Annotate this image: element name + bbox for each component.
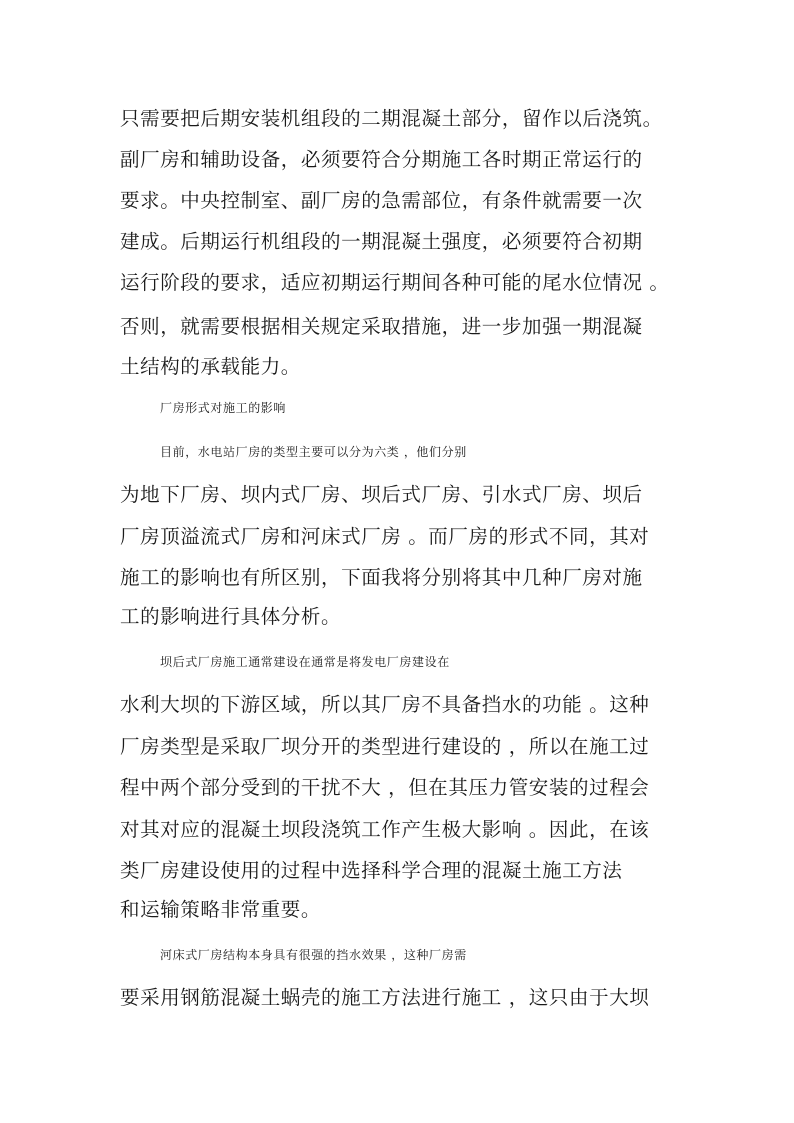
text-line: 程中两个部分受到的干扰不大 ，但在其压力管安装的过程会	[120, 776, 650, 799]
text-line: 副厂房和辅助设备，必须要符合分期施工各时期正常运行的	[120, 148, 643, 171]
text-line: 施工的影响也有所区别，下面我将分别将其中几种厂房对施	[120, 566, 643, 589]
text-line: 否则，就需要根据相关规定采取措施，进一步加强一期混凝	[120, 315, 643, 338]
text-line: 对其对应的混凝土坝段浇筑工作产生极大影响 。因此，在该	[120, 818, 650, 841]
text-line: 为地下厂房、坝内式厂房、坝后式厂房、引水式厂房、坝后	[120, 483, 643, 506]
text-line: 目前，水电站厂房的类型主要可以分为六类 ，他们分别	[160, 445, 467, 459]
text-line: 和运输策略非常重要。	[120, 898, 322, 921]
text-line: 河床式厂房结构本身具有很强的挡水效果 ，这种厂房需	[160, 948, 467, 962]
text-line: 厂房类型是采取厂坝分开的类型进行建设的 ，所以在施工过	[120, 735, 650, 758]
text-line: 运行阶段的要求，适应初期运行期间各种可能的尾水位情况 。	[120, 271, 670, 294]
text-line: 要求。中央控制室、副厂房的急需部位，有条件就需要一次	[120, 189, 643, 212]
text-line: 类厂房建设使用的过程中选择科学合理的混凝土施工方法	[120, 859, 623, 882]
text-line: 只需要把后期安装机组段的二期混凝土部分，留作以后浇筑。	[120, 107, 663, 130]
text-line: 厂房顶溢流式厂房和河床式厂房 。而厂房的形式不同，其对	[120, 525, 650, 548]
section-heading: 厂房形式对施工的影响	[160, 401, 287, 415]
text-line: 工的影响进行具体分析。	[120, 605, 342, 628]
text-line: 要采用钢筋混凝土蜗壳的施工方法进行施工 ，这只由于大坝	[120, 986, 650, 1009]
text-line: 土结构的承载能力。	[120, 355, 301, 378]
text-line: 坝后式厂房施工通常建设在通常是将发电厂房建设在	[160, 655, 450, 669]
text-line: 建成。后期运行机组段的一期混凝土强度，必须要符合初期	[120, 230, 643, 253]
text-line: 水利大坝的下游区域，所以其厂房不具备挡水的功能 。这种	[120, 693, 650, 716]
